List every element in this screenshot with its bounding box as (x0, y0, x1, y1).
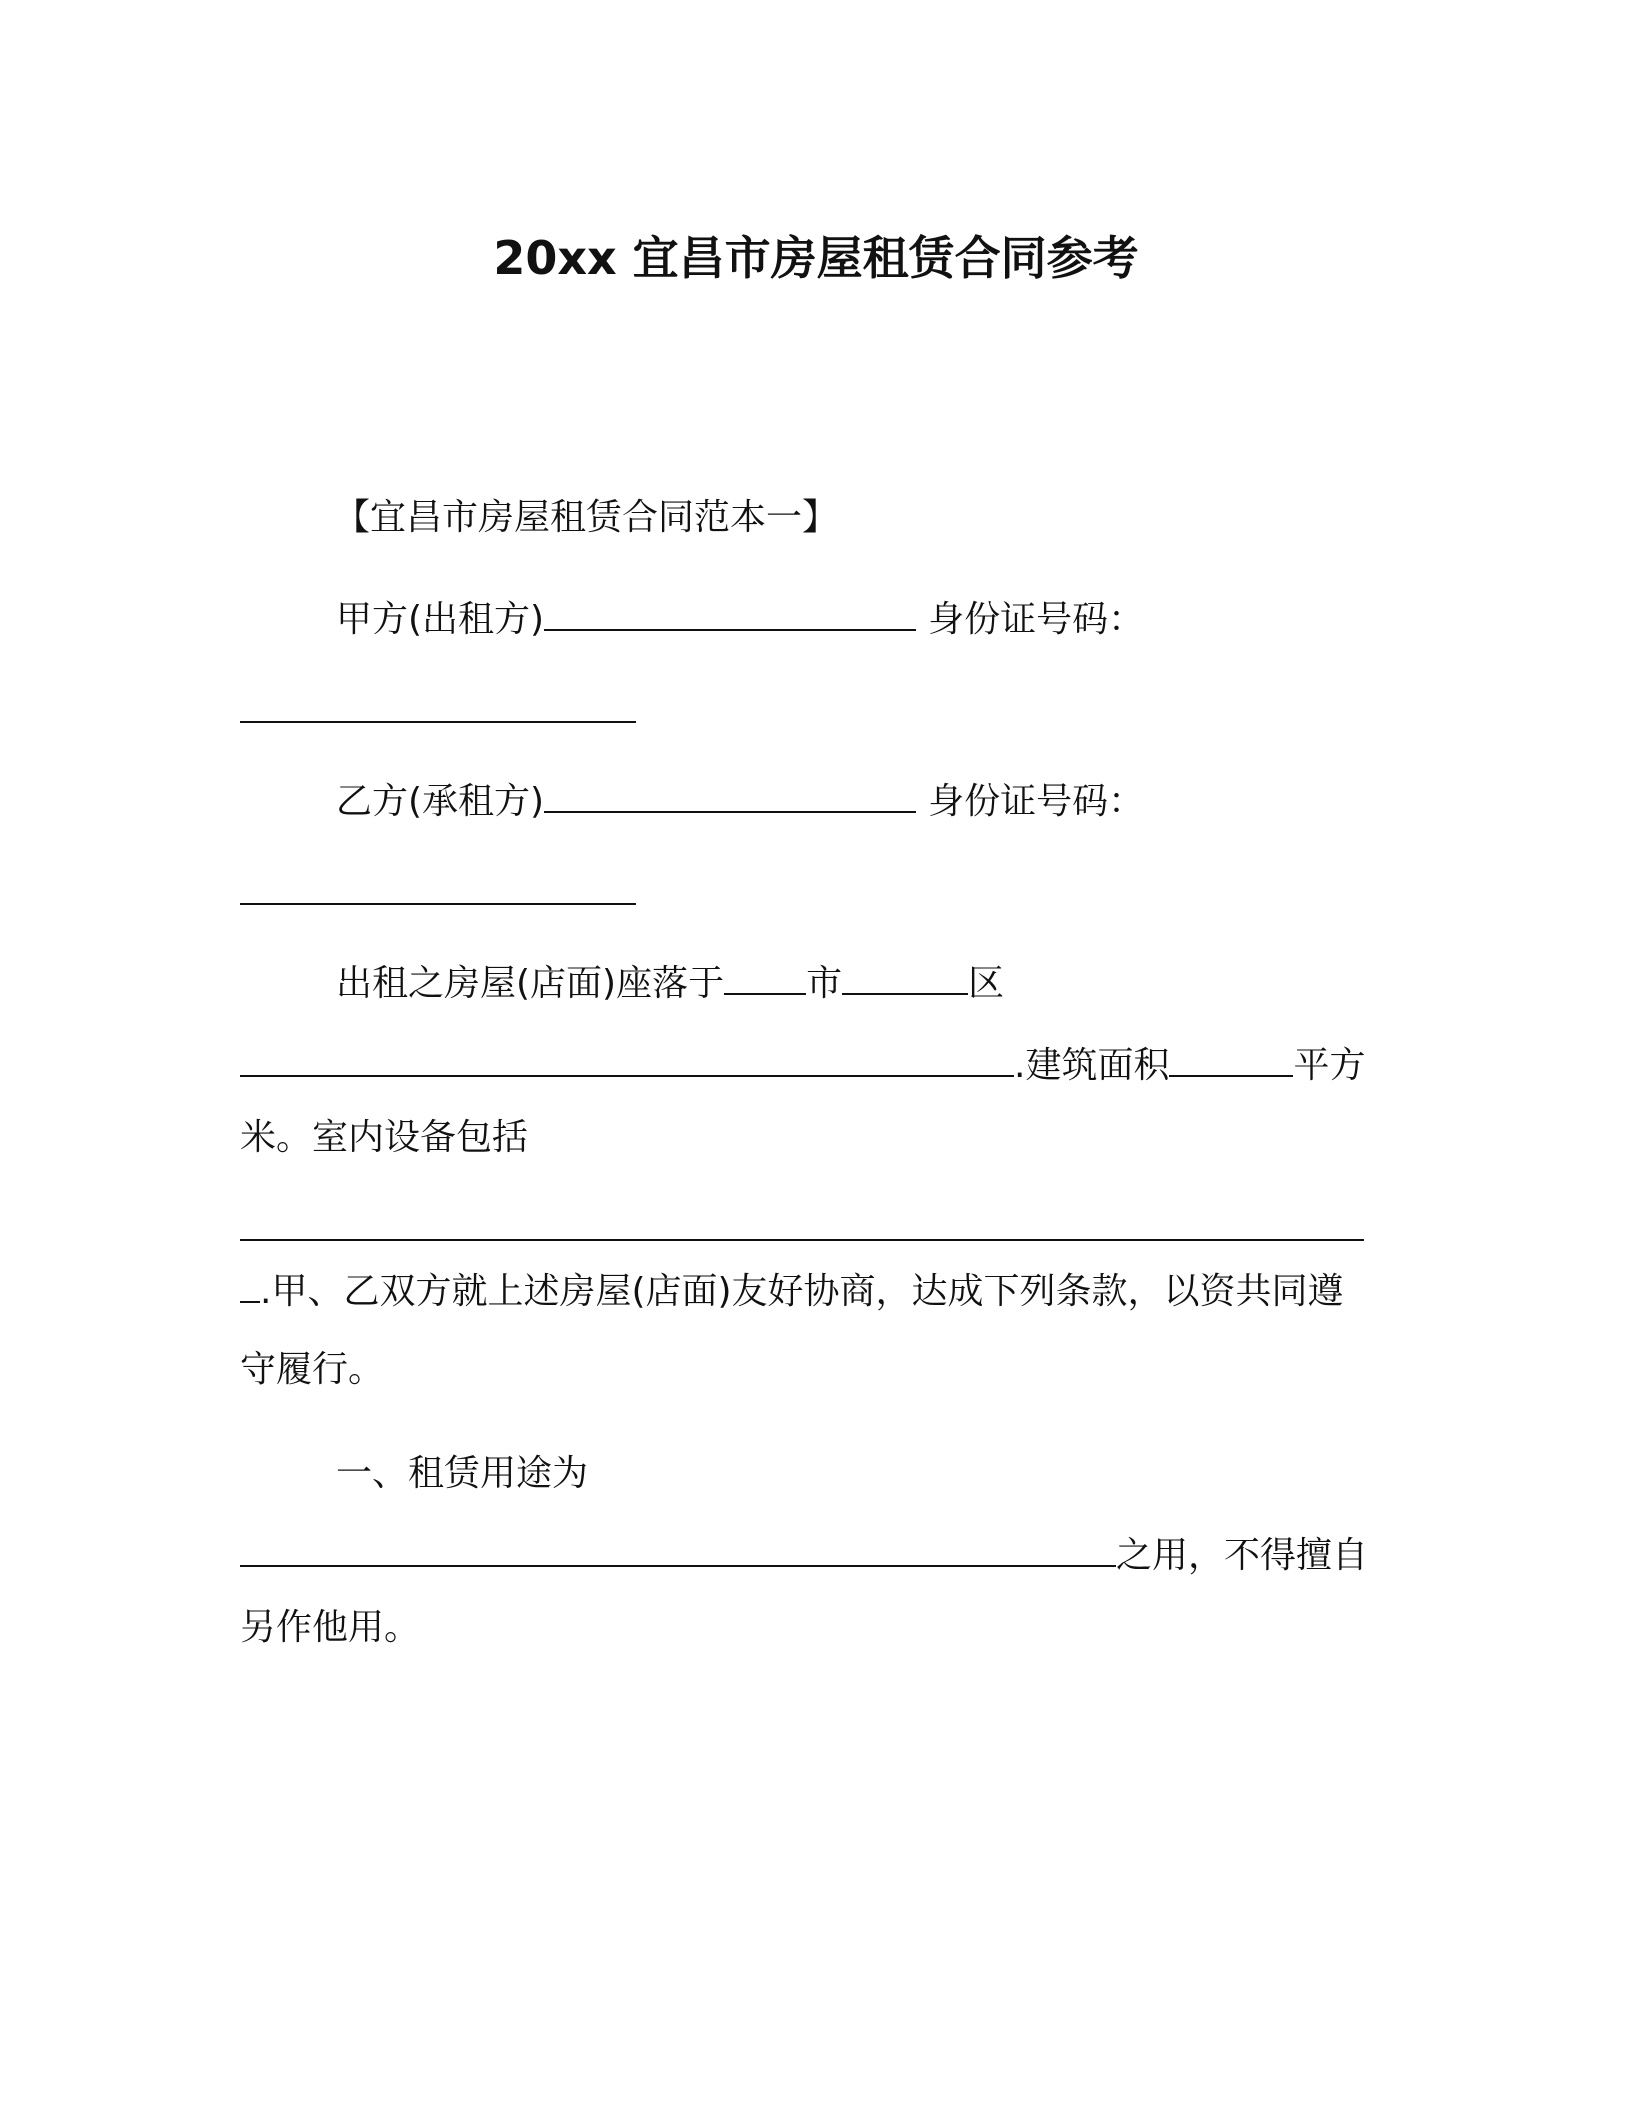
area-blank (1169, 1045, 1293, 1077)
document-title: 20xx 宜昌市房屋租赁合同参考 (493, 231, 1139, 285)
equipment-line (240, 1116, 528, 1160)
party-b-line (336, 780, 1144, 824)
area-unit-start: 平方 (1293, 1045, 1366, 1086)
area-label: .建筑面积 (1014, 1045, 1170, 1086)
clause-one-usage-line (240, 1534, 1368, 1578)
location-district: 区 (968, 963, 1005, 1004)
area-line (240, 1044, 1365, 1088)
equipment-blank (240, 1209, 1364, 1241)
agreement-end: 守履行。 (240, 1349, 385, 1390)
party-a-id-line (240, 690, 636, 734)
party-b-name-blank (544, 781, 916, 813)
district-blank (842, 963, 968, 995)
party-a-line (336, 598, 1144, 642)
clause-one-end: 另作他用。 (240, 1607, 421, 1648)
location-line (336, 962, 1004, 1006)
city-blank (724, 963, 806, 995)
party-a-name-blank (544, 599, 916, 631)
clause-one-line (336, 1452, 588, 1496)
party-a-id-blank (240, 691, 636, 723)
clause-one-end-line (240, 1606, 420, 1650)
equipment-blank-line (240, 1208, 1364, 1252)
party-b-id-blank (240, 873, 636, 905)
section-heading: 【宜昌市房屋租赁合同范本一】 (334, 497, 839, 538)
agreement-line (240, 1270, 1344, 1314)
location-city: 市 (806, 963, 843, 1004)
party-b-id-line (240, 872, 636, 916)
agreement-end-line (240, 1348, 384, 1392)
party-b-id-label: 身份证号码： (928, 781, 1145, 822)
party-b-label: 乙方(承租方) (336, 781, 545, 822)
clause-one-tail: 之用，不得擅自 (1116, 1535, 1369, 1576)
agreement-tail: .甲、乙双方就上述房屋(店面)友好协商，达成下列条款，以资共同遵 (260, 1271, 1344, 1312)
address-blank (240, 1045, 1014, 1077)
location-prefix: 出租之房屋(店面)座落于 (336, 963, 725, 1004)
area-unit-end: 米。室内设备包括 (240, 1117, 529, 1158)
usage-blank (240, 1535, 1116, 1567)
party-a-label: 甲方(出租方) (336, 599, 545, 640)
equipment-blank-tail (240, 1271, 260, 1303)
party-a-id-label: 身份证号码： (928, 599, 1145, 640)
clause-one-heading: 一、租赁用途为 (336, 1453, 589, 1494)
